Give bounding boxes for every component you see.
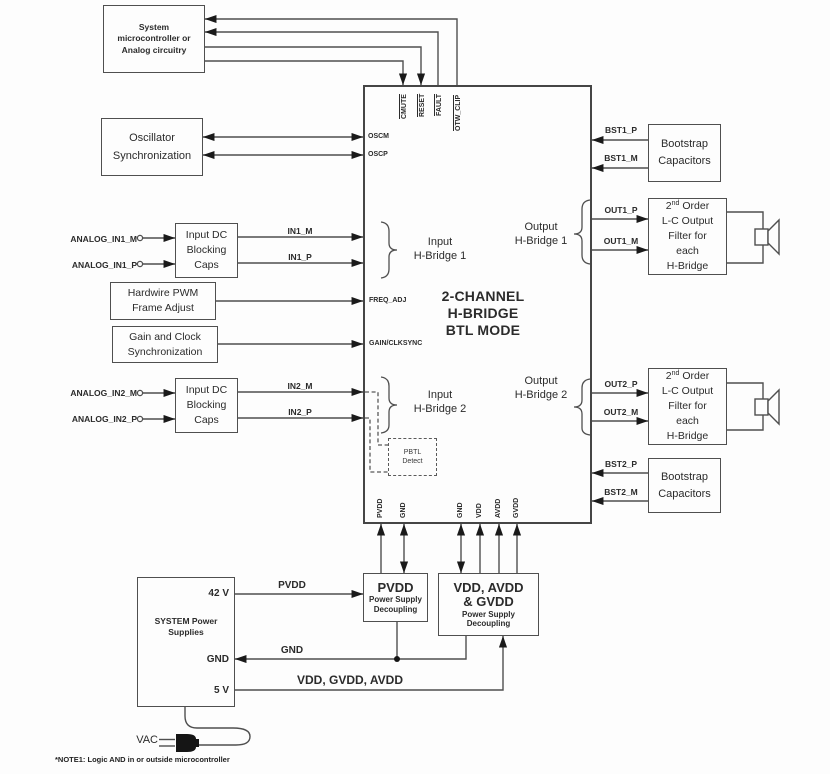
pvdd-dec-sub: Power Supply xyxy=(369,595,422,604)
bootstrap-line: Capacitors xyxy=(658,155,711,167)
label-analog-in1-p: ANALOG_IN1_P xyxy=(71,260,137,270)
speaker-icon-2 xyxy=(755,390,779,424)
chip-title: 2-CHANNEL H-BRIDGE BTL MODE xyxy=(441,288,525,338)
vdd-dec-sub: Decoupling xyxy=(466,619,511,628)
filter-line-order: 2nd Order xyxy=(665,200,710,212)
label-bst1-m: BST1_M xyxy=(604,153,638,163)
pin-gnd-1: GND xyxy=(400,502,407,518)
label-rail-vdd-gvdd-avdd: VDD, GVDD, AVDD xyxy=(296,673,403,687)
filter-line: L-C Output xyxy=(661,385,714,397)
label-out2-m: OUT2_M xyxy=(603,407,639,417)
label-bst1-p: BST1_P xyxy=(604,125,638,135)
vdd-decoupling-box xyxy=(438,573,539,636)
pin-gain-clksync: GAIN/CLKSYNC xyxy=(369,340,423,347)
label-in2-p: IN2_P xyxy=(288,407,312,417)
filter-line: Filter for xyxy=(668,230,707,242)
gain-line: Gain and Clock xyxy=(129,330,201,343)
microcontroller-box xyxy=(103,5,205,73)
filter-line: H-Bridge xyxy=(666,430,709,442)
microcontroller-line: System xyxy=(138,21,170,32)
vdd-dec-sub: Power Supply xyxy=(462,609,515,619)
vdd-dec-title: & GVDD xyxy=(463,594,514,609)
oscillator-sync-box xyxy=(101,118,203,176)
region-output-hbridge2: Output H-Bridge 2 xyxy=(514,375,568,401)
label-analog-in2-p: ANALOG_IN2_P xyxy=(71,414,137,424)
bootstrap-caps-box-2 xyxy=(648,458,721,513)
pin-reset: RESET xyxy=(419,93,426,117)
region-output-hbridge1: Output H-Bridge 1 xyxy=(514,221,568,247)
pin-gnd-2: GND xyxy=(457,502,464,518)
pin-otw-clip: OTW_CLIP xyxy=(455,94,462,131)
label-rail-gnd: GND xyxy=(280,645,304,656)
filter-line: H-Bridge xyxy=(666,260,709,272)
pvdd-decoupling-box xyxy=(363,573,428,622)
wire-cmute xyxy=(205,61,403,85)
wire-otw-clip xyxy=(205,19,457,85)
microcontroller-line: microcontroller or xyxy=(117,33,191,44)
input-dc-blocking-caps-box-1 xyxy=(175,223,238,278)
bootstrap-line: Capacitors xyxy=(658,487,711,500)
label-bst2-m: BST2_M xyxy=(604,487,638,497)
dc-caps-line: Blocking xyxy=(186,399,227,411)
wire-reset xyxy=(205,47,421,85)
bootstrap-line: Bootstrap xyxy=(660,138,709,150)
pbtl-line: Detect xyxy=(402,458,423,465)
pbtl-detect-box xyxy=(388,438,437,476)
footnote: *NOTE1: Logic AND in or outside microcontroller xyxy=(55,755,230,764)
junction-dot xyxy=(394,656,400,662)
label-out2-p: OUT2_P xyxy=(604,379,638,389)
pin-vdd: VDD xyxy=(476,503,483,518)
filter-line: L-C Output xyxy=(661,215,714,227)
label-in2-m: IN2_M xyxy=(287,381,313,391)
label-bst2-p: BST2_P xyxy=(604,459,638,469)
oscillator-line: Synchronization xyxy=(112,150,192,162)
filter-line-order: 2nd Order xyxy=(665,370,710,382)
region-input-hbridge2: Input H-Bridge 2 xyxy=(413,389,467,415)
label-out1-m: OUT1_M xyxy=(603,236,639,246)
label-out1-p: OUT1_P xyxy=(604,205,638,215)
dc-caps-line: Caps xyxy=(194,414,219,426)
filter-line: each xyxy=(676,245,699,257)
pbtl-line: PBTL xyxy=(403,448,422,456)
dc-caps-line: Input DC xyxy=(185,384,228,396)
microcontroller-line: Analog circuitry xyxy=(121,44,187,55)
rail-gnd-label: GND xyxy=(206,654,229,665)
pvdd-dec-sub: Decoupling xyxy=(373,604,418,614)
bootstrap-caps-box-1 xyxy=(648,124,721,182)
pin-fault: FAULT xyxy=(436,93,443,116)
pin-oscm: OSCM xyxy=(368,133,389,140)
pin-cmute: CMUTE xyxy=(401,94,408,119)
label-vac: VAC xyxy=(136,734,158,746)
label-analog-in2-m: ANALOG_IN2_M xyxy=(70,388,137,398)
wire-speaker2 xyxy=(727,383,763,430)
gain-line: Synchronization xyxy=(127,345,203,358)
power-cord xyxy=(185,707,250,745)
dc-caps-line: Input DC xyxy=(185,229,228,241)
label-rail-pvdd: PVDD xyxy=(278,580,306,591)
input-dc-blocking-caps-box-2 xyxy=(175,378,238,433)
oscillator-line: Oscillator xyxy=(129,132,175,144)
ac-plug-icon xyxy=(176,734,199,752)
label-in1-p: IN1_P xyxy=(288,252,312,262)
dc-caps-line: Caps xyxy=(194,259,219,271)
pin-freq-adj: FREQ_ADJ xyxy=(369,297,407,304)
bootstrap-line: Bootstrap xyxy=(660,470,709,483)
wire-speaker1 xyxy=(727,212,763,263)
rail-42v-label: 42 V xyxy=(208,588,229,599)
pin-avdd: AVDD xyxy=(495,498,502,518)
system-power-title: SYSTEM Power Supplies xyxy=(154,616,218,637)
pin-pvdd: PVDD xyxy=(377,498,384,518)
filter-line: each xyxy=(676,415,699,427)
wire-fault xyxy=(205,32,438,85)
label-in1-m: IN1_M xyxy=(287,226,313,236)
pwm-line: Frame Adjust xyxy=(132,302,194,314)
speaker-icon-1 xyxy=(755,220,779,254)
pwm-line: Hardwire PWM xyxy=(127,287,199,299)
system-power-box xyxy=(137,577,235,707)
pin-oscp: OSCP xyxy=(368,151,388,158)
pvdd-dec-title: PVDD xyxy=(377,580,414,595)
rail-5v-label: 5 V xyxy=(213,685,229,696)
lc-filter-box-2 xyxy=(648,368,727,445)
pin-gvdd: GVDD xyxy=(513,497,520,518)
vdd-dec-title: VDD, AVDD xyxy=(453,579,524,595)
hardwire-pwm-box xyxy=(110,282,216,320)
filter-line: Filter for xyxy=(668,400,707,412)
region-input-hbridge1: Input H-Bridge 1 xyxy=(413,236,467,262)
dc-caps-line: Blocking xyxy=(186,244,227,256)
lc-filter-box-1 xyxy=(648,198,727,275)
gain-clock-sync-box xyxy=(112,326,218,363)
label-analog-in1-m: ANALOG_IN1_M xyxy=(70,234,137,244)
